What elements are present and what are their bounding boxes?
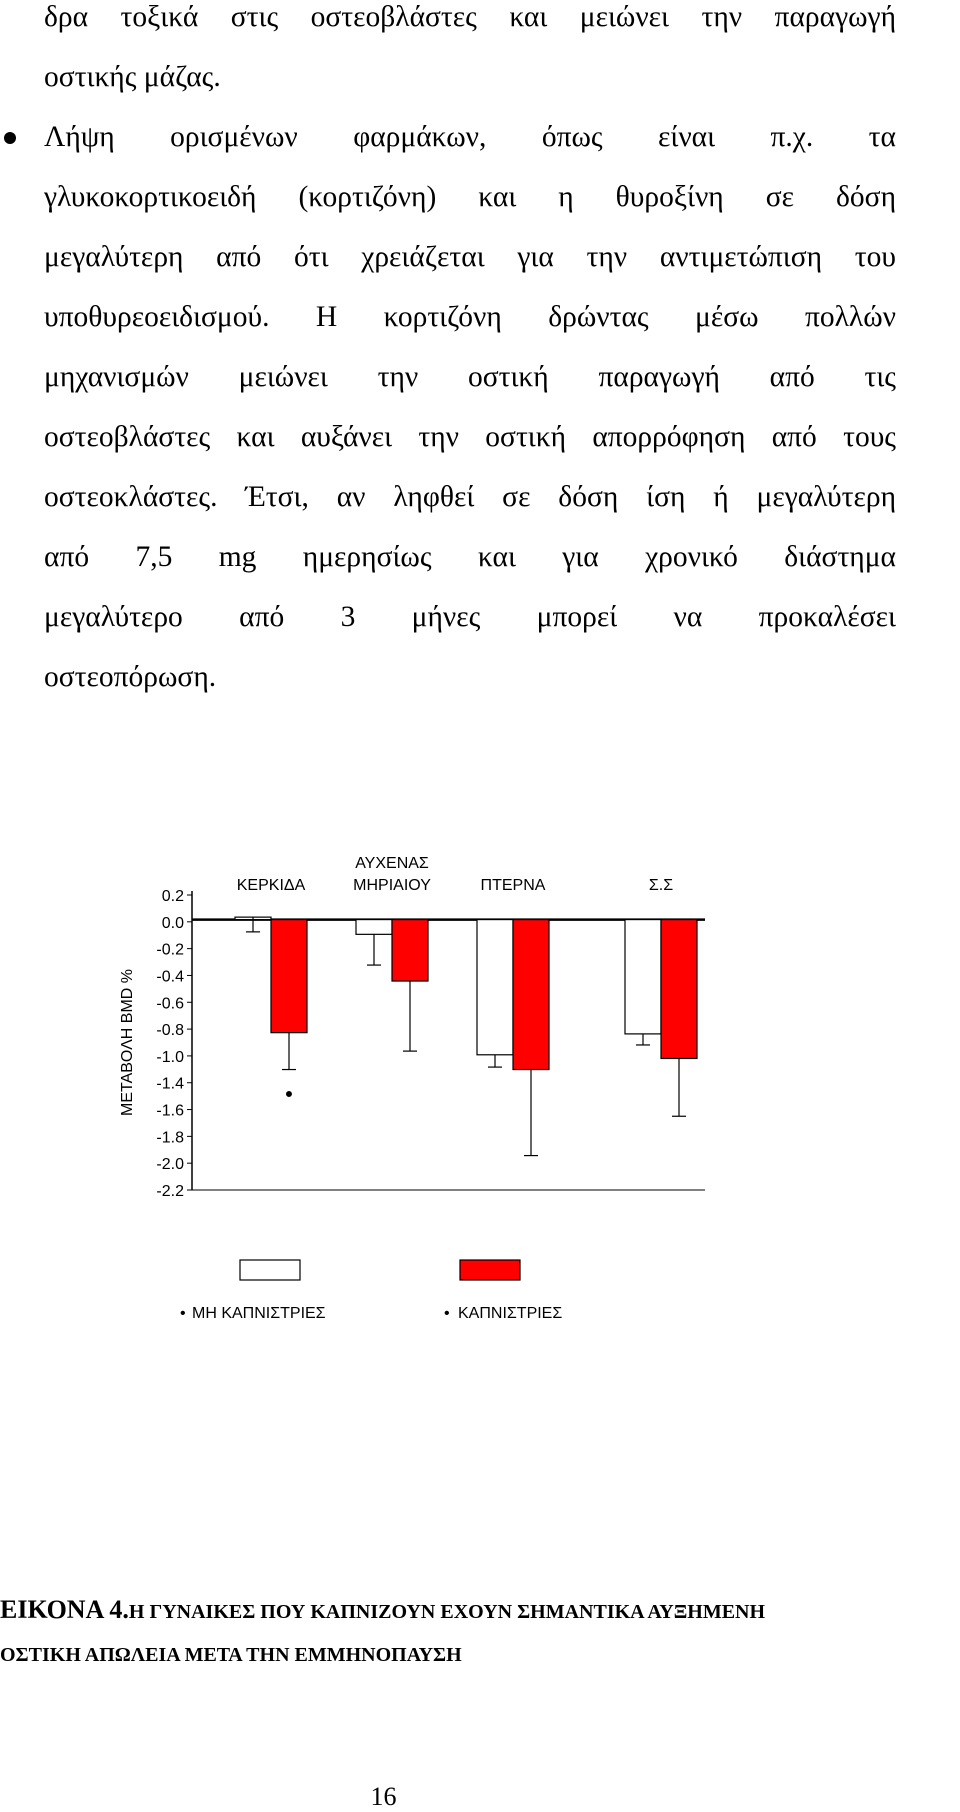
y-tick-label: -0.8 [156,1022,184,1040]
y-tick-label: -1.6 [156,1102,184,1120]
body-line-3: Λήψη ορισμένων φαρμάκων, όπως είναι π.χ. τα [44,121,896,153]
bmd-bar-chart [0,840,674,1340]
y-tick-label: -1.8 [156,1129,184,1147]
legend-swatch [460,1260,520,1280]
bullet-icon [4,132,16,144]
y-tick-label: -1.0 [156,1048,184,1066]
figure-caption-line-1 [0,1597,900,1623]
category-label: Σ.Σ [648,877,674,894]
legend-label: ΜΗ ΚΑΠΝΙΣΤΡΙΕΣ [192,1305,326,1322]
body-line-6: υποθυρεοειδισμού. Η κορτιζόνη δρώντας μέσω πολλών [44,301,896,333]
body-line-5: μεγαλύτερη από ότι χρειάζεται για την αντιμετώπιση του [44,241,896,273]
body-line-10: από 7,5 mg ημερησίως και για χρονικό διάστημα [44,541,896,573]
legend-bullet: • [444,1305,450,1322]
category-label: ΚΕΡΚΙΔΑ [236,877,306,894]
bar [392,920,428,981]
significance-marker: • [285,1081,293,1107]
body-line-4: γλυκοκορτικοειδή (κορτιζόνη) και η θυροξίνη σε δόση [44,181,896,213]
figure-caption-text-1: Η ΓΥΝΑΙΚΕΣ ΠΟΥ ΚΑΠΝΙΖΟΥΝ ΕΧΟΥΝ ΣΗΜΑΝΤΙΚΑ ΑΥΞΗΜΕΝΗ [128,1601,766,1623]
bar [513,920,549,1070]
y-tick-label: -2.2 [156,1183,184,1200]
y-tick-label: -0.6 [156,995,184,1013]
body-line-9: οστεοκλάστες. Έτσι, αν ληφθεί σε δόση ίση ή μεγαλύτερη [44,481,896,513]
y-tick-label: 0.2 [161,888,184,905]
y-axis-label: ΜΕΤΑΒΟΛΗ BMD % [119,969,136,1116]
category-label: ΜΗΡΙΑΙΟΥ [353,877,431,894]
body-line-2: οστικής μάζας. [44,61,221,93]
legend-swatch [240,1260,300,1280]
legend-label: ΚΑΠΝΙΣΤΡΙΕΣ [458,1305,563,1322]
category-label: ΠΤΕΡΝΑ [480,877,546,894]
body-line-11: μεγαλύτερο από 3 μήνες μπορεί να προκαλέσει [44,601,896,633]
bar [477,920,513,1055]
body-line-12: οστεοπόρωση. [44,661,217,693]
y-tick-label: -0.2 [156,941,184,959]
y-tick-label: -0.4 [156,968,184,986]
body-line-8: οστεοβλάστες και αυξάνει την οστική απορρόφηση από τους [44,421,896,453]
category-label: ΑΥΧΕΝΑΣ [355,855,429,872]
bar [625,920,661,1034]
figure-label: ΕΙΚΟΝΑ 4. [0,1595,129,1624]
body-line-1: δρα τοξικά στις οστεοβλάστες και μειώνει την παραγωγή [44,1,896,33]
bar [661,920,697,1059]
page-number: 16 [370,1782,397,1811]
bar [271,920,307,1033]
figure-caption-line-2: ΟΣΤΙΚΗ ΑΠΩΛΕΙΑ ΜΕΤΑ ΤΗΝ ΕΜΜΗΝΟΠΑΥΣΗ [0,1644,462,1666]
bar [356,920,392,935]
y-tick-label: -1.4 [156,1075,184,1093]
y-tick-label: -2.0 [156,1156,184,1174]
body-line-7: μηχανισμών μειώνει την οστική παραγωγή από τις [44,361,896,393]
y-tick-label: 0.0 [161,914,184,932]
legend-bullet: • [180,1305,186,1322]
